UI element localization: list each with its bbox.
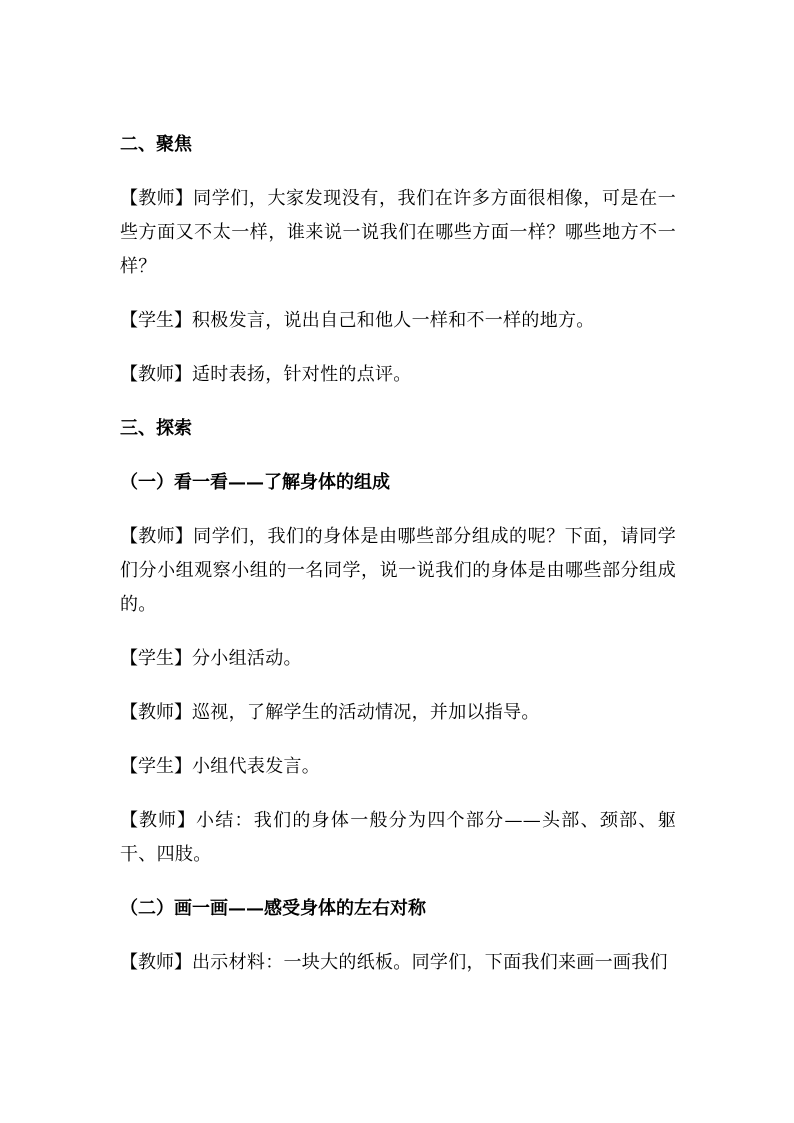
speaker-label: 【学生】 [120,310,192,331]
document-page [120,128,676,1000]
paragraph-student-report [120,750,676,784]
speaker-label: 【学生】 [120,756,192,777]
paragraph-student-activity [120,642,676,676]
section-heading-explore: 三、探索 [120,418,192,439]
section-heading-focus: 二、聚焦 [120,134,192,155]
speaker-label: 【学生】 [120,648,192,669]
paragraph-teacher-prompt [120,520,676,622]
speaker-label: 【教师】 [120,702,192,723]
paragraph-text: 巡视，了解学生的活动情况，并加以指导。 [192,702,540,723]
subsection-heading-body-parts: （一）看一看——了解身体的组成 [120,472,390,493]
subsection-heading-symmetry: （二）画一画——感受身体的左右对称 [120,898,426,919]
paragraph-text: 小结：我们的身体一般分为四个部分——头部、颈部、躯干、四肢。 [120,810,677,865]
speaker-label: 【教师】 [120,188,194,209]
paragraph-text: 适时表扬，针对性的点评。 [192,364,412,385]
paragraph-teacher-feedback [120,358,676,392]
paragraph-teacher-question [120,182,676,284]
paragraph-text: 小组代表发言。 [192,756,321,777]
paragraph-teacher-materials [120,946,676,980]
paragraph-text: 同学们，大家发现没有，我们在许多方面很相像，可是在一些方面又不太一样，谁来说一说我们在哪些方面一样？哪些地方不一样？ [120,188,676,277]
paragraph-text: 分小组活动。 [192,648,302,669]
speaker-label: 【教师】 [120,952,192,973]
paragraph-teacher-guidance [120,696,676,730]
speaker-label: 【教师】 [120,810,196,831]
paragraph-text: 出示材料：一块大的纸板。同学们，下面我们来画一画我们 [192,952,668,973]
paragraph-text: 积极发言，说出自己和他人一样和不一样的地方。 [192,310,595,331]
speaker-label: 【教师】 [120,364,192,385]
paragraph-teacher-summary [120,804,676,872]
paragraph-student-response [120,304,676,338]
paragraph-text: 同学们，我们的身体是由哪些部分组成的呢？下面，请同学们分小组观察小组的一名同学，说一说我们的身体是由哪些部分组成的。 [120,526,676,615]
speaker-label: 【教师】 [120,526,194,547]
